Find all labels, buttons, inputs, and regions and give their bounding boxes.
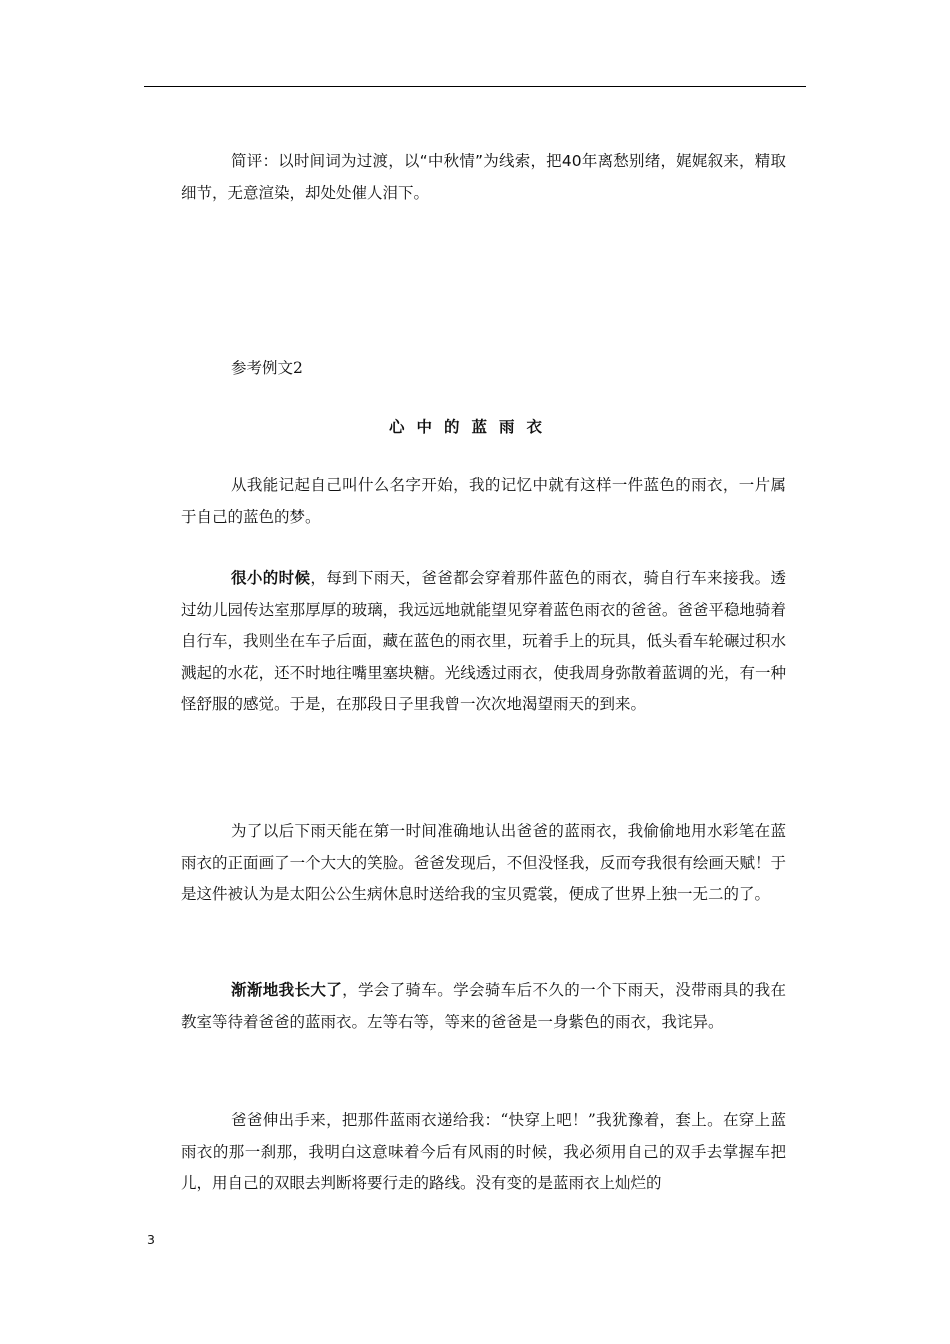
essay-title: 心中的蓝雨衣	[388, 417, 554, 436]
paragraph-text: ，每到下雨天，爸爸都会穿着那件蓝色的雨衣，骑自行车来接我。透过幼儿园传达室那厚厚的玻璃，我远远地就能望见穿着蓝色雨衣的爸爸。爸爸平稳地骑着自行车，我则坐在车子后面，藏在蓝色的雨衣里，玩着手上的玩具，低头看车轮碾过积水溅起的水花，还不时地往嘴里塞块糖。光线透过雨衣，使我周身弥散着蓝调的光，有一种怪舒服的感觉。于是，在那段日子里我曾一次次地渴望雨天的到来。	[181, 569, 786, 713]
paragraph-text: 爸爸伸出手来，把那件蓝雨衣递给我：“快穿上吧！”我犹豫着，套上。在穿上蓝雨衣的那一刹那，我明白这意味着今后有风雨的时候，我必须用自己的双手去掌握车把儿，用自己的双眼去判断将要行走的路线。没有变的是蓝雨衣上灿烂的	[181, 1111, 786, 1192]
comment-text: 简评：以时间词为过渡，以“中秋情”为线索，把40年离愁别绪，娓娓叙来，精取细节，无意渲染，却处处催人泪下。	[181, 152, 786, 202]
paragraph-text: 从我能记起自己叫什么名字开始，我的记忆中就有这样一件蓝色的雨衣，一片属于自己的蓝色的梦。	[181, 476, 786, 526]
essay-paragraph-1	[181, 469, 786, 533]
section-label: 参考例文2	[231, 359, 303, 377]
essay-paragraph-3	[181, 815, 786, 911]
paragraph-text: 为了以后下雨天能在第一时间准确地认出爸爸的蓝雨衣，我偷偷地用水彩笔在蓝雨衣的正面画了一个大大的笑脸。爸爸发现后，不但没怪我，反而夸我很有绘画天赋！于是这件被认为是太阳公公生病休息时送给我的宝贝霓裳，便成了世界上独一无二的了。	[181, 822, 786, 903]
paragraph-lead: 很小的时候	[231, 568, 311, 587]
essay-paragraph-5	[181, 1104, 786, 1200]
header-rule	[144, 86, 806, 87]
essay-paragraph-4	[181, 974, 786, 1038]
page-number: 3	[147, 1232, 155, 1247]
paragraph-text: ，学会了骑车。学会骑车后不久的一个下雨天，没带雨具的我在教室等待着爸爸的蓝雨衣。左等右等，等来的爸爸是一身紫色的雨衣，我诧异。	[181, 981, 786, 1031]
paragraph-lead: 渐渐地我长大了	[231, 980, 343, 999]
essay-paragraph-2	[181, 562, 786, 721]
comment-paragraph	[181, 146, 786, 209]
